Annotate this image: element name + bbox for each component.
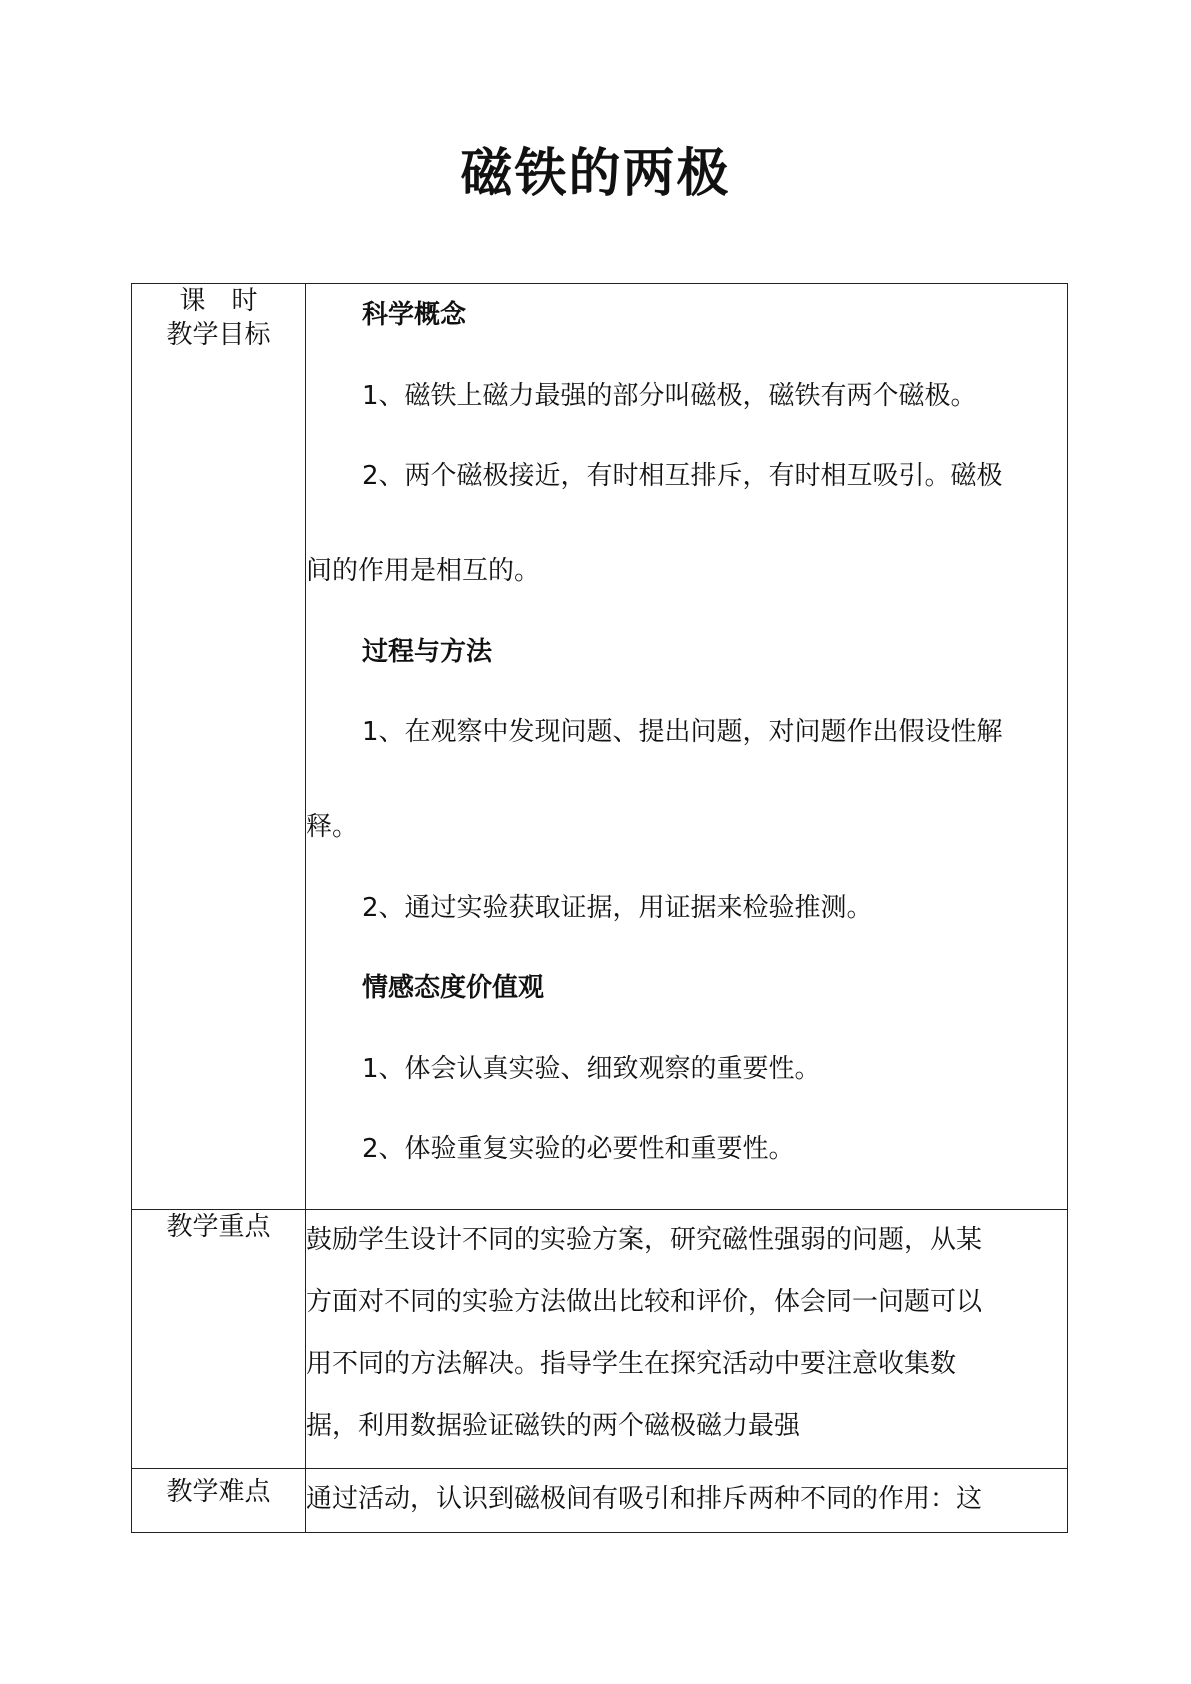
section-heading-attitude-values: 情感态度价值观 [362,973,545,1003]
key-points-label: 教学重点 [132,1209,306,1468]
objectives-label-cell [132,284,306,1210]
difficulties-content-cell [306,1468,1068,1532]
objective-item: 间的作用是相互的。 [306,556,541,586]
objective-item: 2、两个磁极接近，有时相互排斥，有时相互吸引。磁极 [362,461,1003,491]
document-title: 磁铁的两极 [460,143,731,204]
key-points-content [306,1210,1067,1468]
table-row-key-points [132,1209,1068,1468]
table-row-objectives [132,284,1068,1210]
difficulty-line: 通过活动，认识到磁极间有吸引和排斥两种不同的作用：这 [306,1483,983,1514]
objective-item: 1、磁铁上磁力最强的部分叫磁极，磁铁有两个磁极。 [362,380,977,411]
section-heading-science-concept: 科学概念 [362,300,467,330]
key-point-line: 用不同的方法解决。指导学生在探究活动中要注意收集数 [306,1348,957,1379]
key-point-line: 方面对不同的实验方法做出比较和评价，体会同一问题可以 [306,1286,983,1317]
objectives-content [306,284,1067,1209]
key-point-line: 据，利用数据验证磁铁的两个磁极磁力最强 [306,1410,801,1441]
table-row-difficulties [132,1468,1068,1532]
objective-item: 1、体会认真实验、细致观察的重要性。 [362,1053,821,1084]
objectives-label-line2: 教学目标 [166,320,271,350]
objective-item: 释。 [306,812,359,842]
objectives-content-cell [306,284,1068,1210]
objectives-label-line1: 课 时 [179,286,258,316]
difficulties-label-cell [132,1468,306,1532]
difficulties-content [306,1469,1067,1519]
lesson-plan-table [131,283,1068,1533]
objective-item: 2、通过实验获取证据，用证据来检验推测。 [362,892,873,923]
objective-item: 2、体验重复实验的必要性和重要性。 [362,1134,795,1164]
objective-item: 1、在观察中发现问题、提出问题，对问题作出假设性解 [362,717,1003,747]
section-heading-process-method: 过程与方法 [362,636,493,667]
key-points-content-cell [306,1209,1068,1468]
difficulties-label: 教学难点 [166,1476,271,1507]
key-point-line: 鼓励学生设计不同的实验方案，研究磁性强弱的问题，从某 [306,1224,983,1255]
